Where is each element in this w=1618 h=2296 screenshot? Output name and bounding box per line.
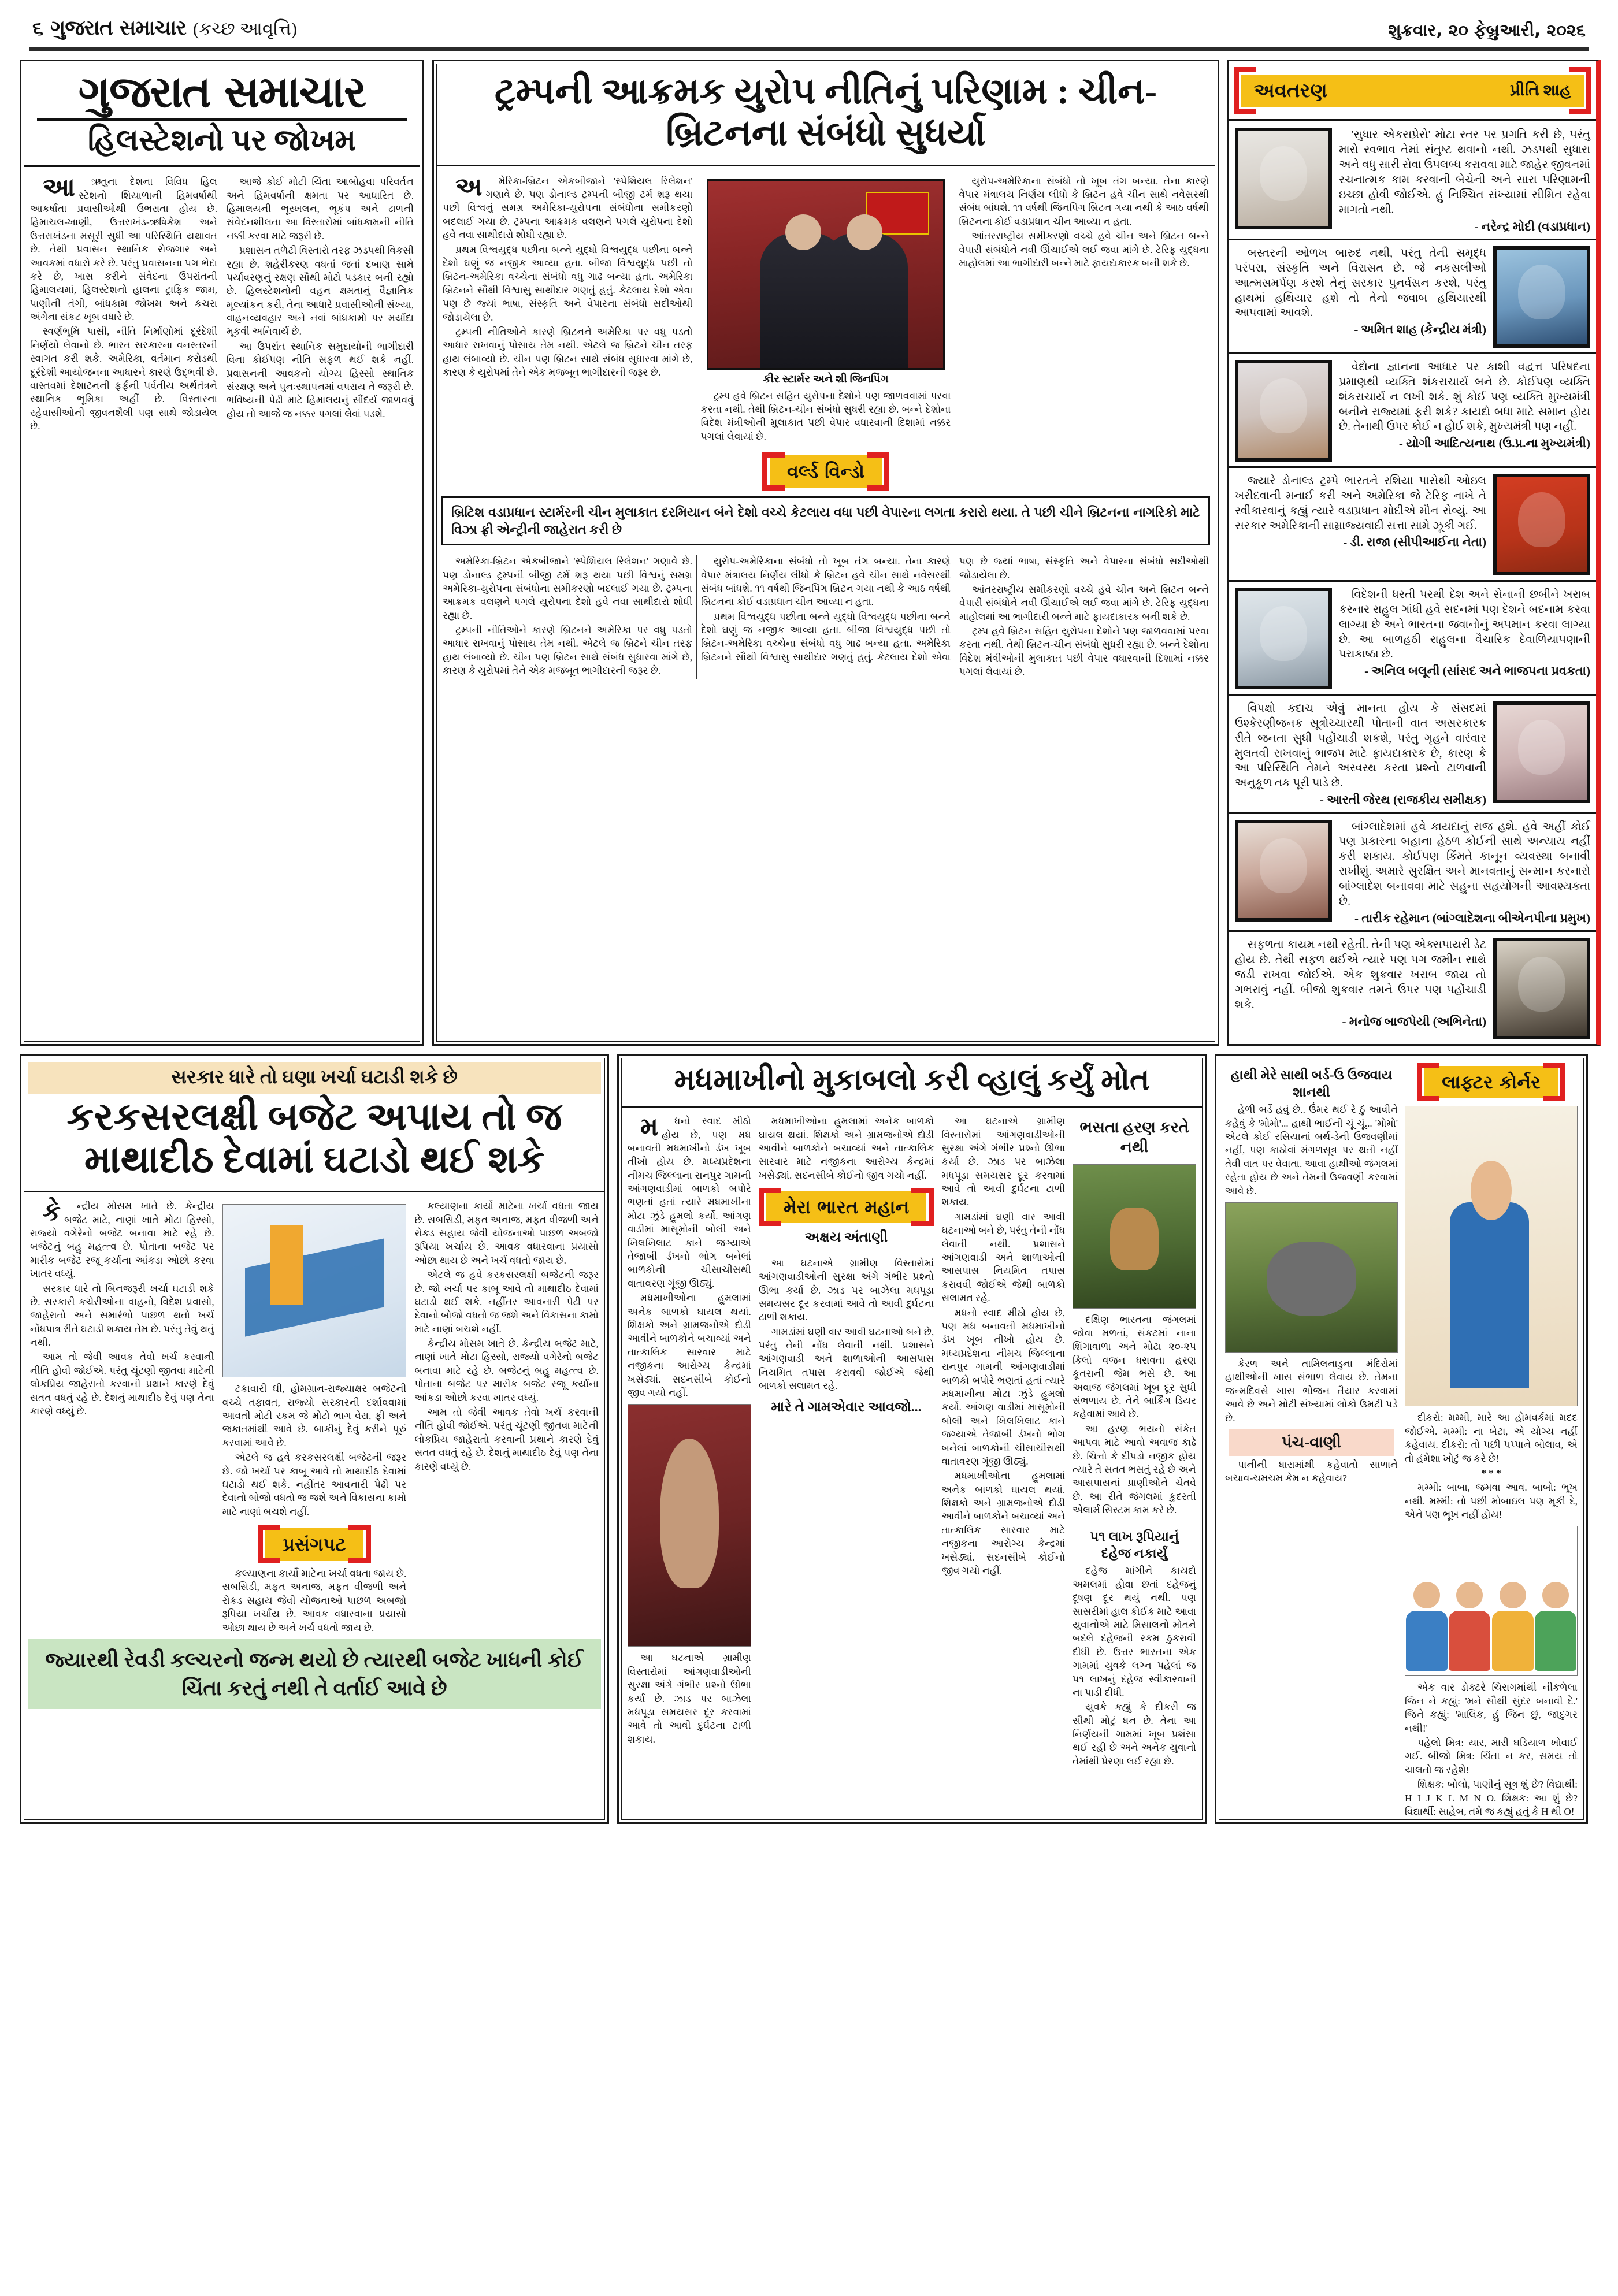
editorial-box <box>20 60 424 1046</box>
kids-illustration <box>1405 1526 1578 1676</box>
bees-story-box <box>617 1054 1207 1824</box>
budget-para: એટલે જ હવે કરકસરલક્ષી બજેટની જરૂર છે. જો ખર્ચા પર કાબૂ આવે તો માથાદીઠ દેવામાં ઘટાડો થઈ શકે. નહીંતર આવનારી પેઢી પર દેવાનો બોજો વધતો જ જશે અને વિકાસના કામો માટે નાણાં બચશે નહીં. <box>222 1452 407 1517</box>
lead-col-2 <box>701 389 951 444</box>
editorial-para: આઋતુના દેશના વિવિધ હિલ સ્ટેશનો શિયાળાની હિમવર્ષાથી આકર્ષાતા પ્રવાસીઓથી ઉભરાતા હોય છે. હિમાચલ-ખાણી, ઉત્તરાખંડ-ઋષિકેશ અને ઉત્તરાખંડના મસૂરી સુધી આ પરિસ્થિતિ યથાવત છે. તેથી પ્રવાસન સ્થાનિક રોજગાર અને આવકમાં વધારો કરે છે. પરંતુ પ્રવાસનના પગ ભેદા કરે છે, ખાસ કરીને સંવેદના ઉપરાંતની હિમાલયમાં, હિલસ્ટેશનો હાલના ટ્રાફિક જામ, પાણીની તંગી, બાંધકામ જોખમ અને કચરા અંગેના સંકટ ખૂબ વધારે છે. <box>30 173 217 323</box>
deer-headline: ભસતા હરણ કરતે નથી <box>1079 1119 1189 1156</box>
figure-right <box>821 233 908 367</box>
budget-para: આમ તો જેવી આવક તેવો ખર્ચ કરવાની નીતિ હોવી જોઈએ. પરંતુ ચૂંટણી જીતવા માટેની લોકપ્રિય જાહેરાતો કરવાની પ્રથાને કારણે દેવું સતત વધતું રહે છે. દેશનું માથાદીઠ દેવું પણ તેના કારણે વધ્યું છે. <box>414 1407 599 1472</box>
quote-item <box>1229 354 1596 468</box>
mera-bharat-wrap <box>759 1188 934 1251</box>
avataran-divider <box>1229 119 1596 121</box>
budget-story-box <box>20 1054 609 1824</box>
lead-divider <box>437 165 1215 166</box>
quote-attribution: - નરેન્દ્ર મોદી (વડાપ્રધાન) <box>1474 219 1590 233</box>
budget-divider <box>24 1191 604 1192</box>
lead-para: આંતરરાષ્ટ્રીય સમીકરણો વચ્ચે હવે ચીન અને બ્રિટન બન્ને વેપારી સંબંધોને નવી ઊંચાઈએ લઈ જવા માંગે છે. ટેરિફ યુદ્ધના માહોલમાં આ ભાગીદારી બન્ને માટે ફાયદાકારક બની શકે છે. <box>959 584 1209 622</box>
laughter-item: દીકરો: મમ્મી, મારે આ હોમવર્કમાં મદદ જોઈએ. મમ્મી: ના બેટા, એ યોગ્ય નહીં કહેવાય. દીકરો: તો પછી પપ્પાને બોલાવ, એ તો હંમેશા ખોટું જ કરે છે! <box>1405 1412 1578 1464</box>
editorial-body <box>30 175 414 433</box>
avatar <box>1493 474 1590 575</box>
lead-para: અમેરિકા-બ્રિટન એકબીજાને 'સ્પેશિયલ રિલેશન' ગણાવે છે. પણ ડોનાલ્ડ ટ્રમ્પની બીજી ટર્મ શરૂ થયા પછી વિશ્વનું સમગ્ર અમેરિકા-યુરોપના સંબંધોના સમીકરણો બદલાઈ ગયા છે. ટ્રમ્પના આક્રમક વલણને પગલે યુરોપના દેશો હવે નવા સાથીદારો શોધી રહ્યા છે. <box>443 172 693 241</box>
top-rule <box>29 47 1589 51</box>
quote-attribution: - અનિલ બલૂની (સાંસદ અને ભાજપના પ્રવકતા) <box>1364 664 1590 678</box>
bees-para: મધમાખીઓના હુમલામાં અનેક બાળકો ઘાયલ થયાં. શિક્ષકો અને ગ્રામજનોએ દોડી આવીને બાળકોને બચાવ્યાં અને તાત્કાલિક સારવાર માટે નજીકના આરોગ્ય કેન્દ્રમાં ખસેડ્યાં. સદનસીબે કોઈનો જીવ ગયો નહીં. <box>941 1470 1066 1577</box>
budget-col-2-text <box>222 1382 407 1518</box>
elephant-para: હેળી બર્ડે હવું છે.. ઉંમર થઈ રે ઠું આવીને કહેવું કે 'મોમો'... હાથી ભાઈની ચૂં ચૂં... 'મોમો' એટલે કોઈ રસિયાનાં બર્થ-ડેની ઉજવણીમાં નહીં, પણ કાઠોવાં મંગળસૂત્ર પર થતી નહીં તેવી વાત પર વેવાતા. આવા હાથીઓ જંગલમાં રહેતા હોય છે અને તેમની ઉજવણી કરવામાં આવે છે. <box>1225 1104 1398 1197</box>
budget-para: કલ્યાણના કાર્યો માટેના ખર્ચા વધતા જાય છે. સબસિડી, મફત અનાજ, મફત વીજળી અને રોકડ સહાય જેવી યોજનાઓ પાછળ અબજો રૂપિયા ખર્ચાય છે. આવક વધારવાના પ્રયાસો ઓછા થાય છે અને ખર્ચ વધતો જાય છે. <box>414 1201 599 1266</box>
quote-attribution: - ડી. રાજા (સીપીઆઈના નેતા) <box>1343 535 1486 549</box>
bees-col-3 <box>941 1114 1065 1769</box>
quote-text: વિદેશની ધરતી પરથી દેશ અને સેનાની છબીને ખરાબ કરનાર રાહુલ ગાંધી હવે સદનમાં પણ દેશને બદનામ કરવા લાગ્યા છે અને ભારતના જવાનોનું અપમાન કરવા લાગ્યા છે. આ બાળહઠી રાહુલના વૈચારિક દેવાળિયાપણાની પરાકાષ્ઠા છે. <box>1339 588 1590 661</box>
lead-photo <box>707 179 945 370</box>
masthead-rule <box>37 118 407 121</box>
laughter-label: લાફ્ટર કોર્નર <box>1424 1066 1558 1098</box>
kid-figure <box>1449 1582 1490 1671</box>
quote-item <box>1229 240 1596 354</box>
lead-photo-caption: કીર સ્ટાર્મર અને શી જિનપિંગ <box>763 373 889 385</box>
masthead <box>24 64 420 161</box>
quote-item <box>1229 696 1596 814</box>
elephant-headline: હાથી મેરે સાથી બર્ડ-ઉ ઉજવાય શાનથી <box>1230 1068 1393 1099</box>
quote-text-block <box>1235 701 1486 808</box>
kid-figure <box>1406 1582 1448 1671</box>
lead-para: પ્રથમ વિશ્વયુદ્ધ પછીના બન્ને યુદ્ધો વિશ્વયુદ્ધ પછીના બન્ને દેશો ઘણું જ નજીક આવ્યા હતા. બીજા વિશ્વયુદ્ધ પછી તો બ્રિટન-અમેરિકા વચ્ચેના સંબંધો વધુ ગાઢ બન્યા હતા. અમેરિકા બ્રિટનને સૌથી વિશ્વાસુ સાથીદાર ગણતું હતું. કેટલાય દેશો એવા પણ છે જ્યાં ભાષા, સંસ્કૃતિ અને વેપારના સંબંધો સદીઓથી જોડાયેલા છે. <box>443 244 693 323</box>
avatar <box>1235 820 1332 922</box>
laughter-item: એક વાર ડોક્ટરે ચિરાગમાંથી નીકળેલા જિન ને કહ્યું: 'મને સૌથી સુંદર બનાવી દે.' જિને કહ્યું: 'માલિક, હું જિન છું, જાદુગર નથી!' <box>1405 1682 1578 1734</box>
quote-text-block <box>1235 938 1486 1039</box>
budget-para: એટલે જ હવે કરકસરલક્ષી બજેટની જરૂર છે. જો ખર્ચા પર કાબૂ આવે તો માથાદીઠ દેવામાં ઘટાડો થઈ શકે. નહીંતર આવનારી પેઢી પર દેવાનો બોજો વધતો જ જશે અને વિકાસના કામો માટે નાણાં બચશે નહીં. <box>414 1269 599 1335</box>
quote-text-block <box>1339 588 1590 689</box>
budget-para: કેન્દ્રીય મોસમ ખાતે છે. કેન્દ્રીય બજેટ માટે, નાણાં ખાતે મોટા હિસ્સો, રાજ્યો વગેરેનો બજેટ બનાવા માટે રહે છે. બજેટનું બહુ મહત્ત્વ છે. પોતાના બજેટ પર મારીક બજેટ રજૂ કર્યાના આંકડા ઓછો કરવા ખાતર વધ્યું. <box>30 1198 214 1280</box>
lower-grid <box>20 1054 1598 1824</box>
quote-item <box>1229 582 1596 696</box>
avataran-header-wrap <box>1229 61 1596 118</box>
avatar <box>1493 938 1590 1039</box>
bees-para: મધનો સ્વાદ મીઠો હોય છે, પણ મધ બનાવતી મધમાખીનો ડંખ ખૂબ તીખો હોય છે. મધ્યપ્રદેશના નીમચ જિલ્લાના રાનપુર ગામની આંગણવાડીમાં બાળકો બપોરે ભણતાં હતાં ત્યારે મધમાખીના મોટા ઝુંડે હુમલો કર્યો. આંગણ વાડીમાં માસૂમોની બોલી અને ખિલખિલાટ કાને જગ્યાએ તેજાબી ડંખનો ભોગ બનેલાં બાળકોની ચીસાચીસથી વાતાવરણ ગૂંજી ઊઠ્યું. <box>941 1307 1066 1467</box>
world-window-label: વર્લ્ડ વિન્ડો <box>770 455 882 488</box>
quote-text: વિપક્ષો કદાચ એવું માનતા હોય કે સંસદમાં ઉશ્કેરણીજનક સૂત્રોચ્ચારથી પોતાની વાત અસરકારક રીતે જનતા સુધી પહોંચાડી શકશે, પરંતુ ગૃહને વારંવાર મુલતવી રાખવાનું ભાજપ માટે ફાયદાકારક છે, કારણ કે આ પરિસ્થિતિ તેમને અસ્વસ્થ કરતા પ્રશ્નો ટાળવાની અનુકૂળ તક પૂરી પાડે છે. <box>1235 702 1486 790</box>
budget-col-2 <box>222 1199 407 1636</box>
lead-para: ટ્રમ્પની નીતિઓને કારણે બ્રિટનને અમેરિકા પર વધુ પડતો આધાર રાખવાનું પોસાય તેમ નથી. એટલે જ બ્રિટને ચીન તરફ હાથ લંબાવ્યો છે. ચીન પણ બ્રિટન સાથે સંબંધ સુધારવા માંગે છે, કારણ કે યુરોપમાં તેને એક મજબૂત ભાગીદારની જરૂર છે. <box>443 625 692 677</box>
lead-para: ટ્રમ્પની નીતિઓને કારણે બ્રિટનને અમેરિકા પર વધુ પડતો આધાર રાખવાનું પોસાય તેમ નથી. એટલે જ બ્રિટને ચીન તરફ હાથ લંબાવ્યો છે. ચીન પણ બ્રિટન સાથે સંબંધ સુધારવા માંગે છે, કારણ કે યુરોપમાં તેને એક મજબૂત ભાગીદારની જરૂર છે. <box>443 326 693 378</box>
lead-para: યુરોપ-અમેરિકાના સંબંધો તો ખૂબ તંગ બન્યા. તેના કારણે વેપાર મંત્રાલય નિર્ણય લીધો કે બ્રિટન હવે ચીન સાથે નવેસરથી સંબંધ બાંધશે. ૧૧ વર્ષથી જિનપિંગ બ્રિટન ગયા નથી કે આઠ વર્ષથી બ્રિટનના કોઈ વડાપ્રધાન ચીન આવ્યા ન હતા. <box>959 175 1209 227</box>
prasangpat-wrap <box>222 1525 407 1563</box>
quote-text: બસ્તરની ઓળખ બારુદ નથી, પરંતુ તેની સમૃદ્ધ પરંપરા, સંસ્કૃતિ અને વિરાસત છે. જે નકસલીઓ આત્મસમર્પણ કરશે તેનું સરકાર પુનર્વસન કરશે, પરંતુ હાથમાં હથિયાર હશે તો તેનો જવાબ હથિયારથી આપવામાં આવશે. <box>1235 247 1486 319</box>
elephant-photo <box>1225 1202 1398 1353</box>
lead-lower-body <box>443 555 1209 679</box>
laughter-sep: * * * <box>1481 1467 1501 1478</box>
laughter-wrap <box>1405 1063 1578 1101</box>
deer-body <box>1073 1313 1196 1517</box>
mera-bharat-label: મેરા ભારત મહાન <box>766 1191 926 1223</box>
budget-para: કેન્દ્રીય મોસમ ખાતે છે. કેન્દ્રીય બજેટ માટે, નાણાં ખાતે મોટા હિસ્સો, રાજ્યો વગેરેનો બજેટ બનાવા માટે રહે છે. બજેટનું બહુ મહત્ત્વ છે. પોતાના બજેટ પર મારીક બજેટ રજૂ કર્યાના આંકડા ઓછો કરવા ખાતર વધ્યું. <box>414 1338 599 1403</box>
lead-pullquote: બ્રિટિશ વડાપ્રધાન સ્ટાર્મરની ચીન મુલાકાત દરમિયાન બંને દેશો વચ્ચે કેટલાય વધા પછી વેપારના લગતા કરારો થયા. તે પછી ચીને બ્રિટનના નાગરિકો માટે વિઝા ફ્રી એન્ટ્રીની જાહેરાત કરી છે <box>441 496 1210 545</box>
bees-col-4 <box>1073 1114 1196 1769</box>
laughter-box <box>1215 1054 1588 1824</box>
quote-text: વેદોના જ્ઞાનના આધાર પર કાશી વદ્વત્ત પરિષદના પ્રમાણથી વ્યક્તિ શંકરાચાર્ય બને છે. કોઈપણ વ્યક્તિ શંકરાચાર્ય ન લખી શકે. શું કોઈ પણ વ્યક્તિ મુખ્યમંત્રી બનીને રાજ્યમાં ફરી શકે? કાયદો બધા માટે સમાન હોય છે. તેનાથી ઉપર કોઈ ન હોઈ શકે, મુખ્યમંત્રી પણ નહીં. <box>1339 361 1590 433</box>
main-grid <box>20 60 1598 1046</box>
masthead-subtitle: હિલસ્ટેશનો પર જોખમ <box>87 124 357 157</box>
editorial-para: આ ઉપરાંત સ્થાનિક સમુદાયોની ભાગીદારી વિના કોઈપણ નીતિ સફળ થઈ શકે નહીં. પ્રવાસનની આવકનો યોગ્ય હિસ્સો સ્થાનિક સંરક્ષણ અને પુનઃસ્થાપનમાં વપરાય તે જરૂરી છે. ભવિષ્યની પેઢી માટે હિમાલયનું સૌંદર્ય જાળવવું હોય તો આજે જ નક્કર પગલાં લેવાં પડશે. <box>227 340 414 419</box>
lead-photo-col <box>701 174 951 445</box>
lead-story-box <box>432 60 1219 1046</box>
budget-para: સરકાર ધારે તો બિનજરૂરી ખર્ચા ઘટાડી શકે છે. સરકારી કચેરીઓના વાહનો, વિદેશ પ્રવાસો, જાહેરાતો અને સમારંભો પાછળ થતો ખર્ચ નોંધપાત્ર રીતે ઘટાડી શકાય તેમ છે. પરંતુ તેવું થતું નથી. <box>30 1283 214 1348</box>
prasangpat-bracket <box>258 1525 370 1563</box>
quote-attribution: - અમિત શાહ (કેન્દ્રીય મંત્રી) <box>1354 322 1486 337</box>
quote-text: બાંગ્લાદેશમાં હવે કાયદાનું રાજ હશે. હવે અહીં કોઈ પણ પ્રકારના બહાના હેઠળ કોઈની સાથે અન્યાય નહીં કરી શકાય. કોઈપણ કિંમતે કાનૂન વ્યવસ્થા બનાવી રાખીશું. અમારે સુરક્ષિત અને માનવતાનું સન્માન કરનારો બાંગ્લાદેશ બનાવવા માટે સહુના સહયોગની આવશ્યકતા છે. <box>1339 820 1590 908</box>
avataran-box <box>1227 60 1601 1046</box>
cartoon-head <box>1471 1161 1512 1221</box>
bees-divider <box>622 1106 1202 1108</box>
elephant-para: કેરળ અને તામિલનાડુના મંદિરોમાં હાથીઓની ખાસ સંભાળ લેવાય છે. તેમના જન્મદિવસે ખાસ ભોજન તૈયાર કરવામાં આવે છે અને મોટી સંખ્યામાં લોકો ઉમટી પડે છે. <box>1225 1358 1398 1424</box>
lead-para: ટ્રમ્પ હવે બ્રિટન સહિત યુરોપના દેશોને પણ જાળવવામાં પરવા કરતા નથી. તેથી બ્રિટન-ચીન સંબંધો સુધરી રહ્યા છે. બન્ને દેશોના વિદેશ મંત્રીઓની મુલાકાત પછી વેપાર વધારવાની દિશામાં નક્કર પગલાં લેવાયાં છે. <box>700 390 951 442</box>
lead-col-1 <box>443 174 693 445</box>
bees-para: ગામડાંમાં ઘણી વાર આવી ઘટનાઓ બને છે, પરંતુ તેની નોંધ લેવાતી નથી. પ્રશાસને આંગણવાડી અને શાળાઓની આસપાસ નિયમિત તપાસ કરાવવી જોઈએ જેથી બાળકો સલામત રહે. <box>941 1211 1066 1304</box>
quote-text-block <box>1235 246 1486 348</box>
lead-para: યુરોપ-અમેરિકાના સંબંધો તો ખૂબ તંગ બન્યા. તેના કારણે વેપાર મંત્રાલય નિર્ણય લીધો કે બ્રિટન હવે ચીન સાથે નવેસરથી સંબંધ બાંધશે. ૧૧ વર્ષથી જિનપિંગ બ્રિટન ગયા નથી કે આઠ વર્ષથી બ્રિટનના કોઈ વડાપ્રધાન ચીન આવ્યા ન હતા. <box>701 556 951 608</box>
bees-para: મધનો સ્વાદ મીઠો હોય છે, પણ મધ બનાવતી મધમાખીનો ડંખ ખૂબ તીખો હોય છે. મધ્યપ્રદેશના નીમચ જિલ્લાના રાનપુર ગામની આંગણવાડીમાં બાળકો બપોરે ભણતાં હતાં ત્યારે મધમાખીના મોટા ઝુંડે હુમલો કર્યો. આંગણ વાડીમાં માસૂમોની બોલી અને ખિલખિલાટ કાને જગ્યાએ તેજાબી ડંખનો ભોગ બનેલાં બાળકોની ચીસાચીસથી વાતાવરણ ગૂંજી ઊઠ્યું. <box>628 1113 751 1289</box>
lead-headline: ટ્રમ્પની આક્રમક યુરોપ નીતિનું પરિણામ : ચીન-બ્રિટનના સંબંધો સુધર્યા <box>494 71 1157 153</box>
budget-illustration <box>222 1204 407 1377</box>
quote-text-block <box>1339 820 1590 926</box>
edition-label: (કચ્છ આવૃત્તિ) <box>192 18 298 39</box>
page-folio: ૬ <box>32 18 44 39</box>
quote-item <box>1229 932 1596 1044</box>
kid-figure <box>1492 1582 1534 1671</box>
head-right <box>847 214 882 250</box>
bees-photo <box>628 1404 751 1647</box>
world-window-bracket <box>762 452 889 491</box>
laughter-item: મમ્મી: બાબા, જમવા આવ. બાબો: ભૂખ નથી. મમ્મી: તો પછી મોબાઇલ પણ મૂકી દે, એને પણ ભૂખ નહીં હોય! <box>1405 1482 1578 1521</box>
budget-para: આમ તો જેવી આવક તેવો ખર્ચ કરવાની નીતિ હોવી જોઈએ. પરંતુ ચૂંટણી જીતવા માટેની લોકપ્રિય જાહેરાતો કરવાની પ્રથાને કારણે દેવું સતત વધતું રહે છે. દેશનું માથાદીઠ દેવું પણ તેના કારણે વધ્યું છે. <box>30 1351 214 1417</box>
laughter-col <box>1405 1063 1578 1819</box>
editorial-para: આજે કોઈ મોટી ચિંતા આબોહવા પરિવર્તન અને હિમવર્ષાની ક્ષમતા પર આધારિત છે. હિમાલયની ભૂસ્ખલન, ભૂકંપ અને ઢાળની સંવેદનશીલતા આ વિસ્તારોમાં બાંધકામની નીતિ નક્કી કરવા માટે જરૂરી છે. <box>227 176 414 242</box>
quote-item <box>1229 468 1596 582</box>
page-topbar <box>20 16 1598 44</box>
quote-text: સફળતા કાયમ નથી રહેતી. તેની પણ એક્સપાયરી ડેટ હોય છે. તેથી સફળ થઈએ ત્યારે પણ પગ જમીન સાથે જડી રાખવા જોઈએ. એક શુક્રવાર ખરાબ જાય તો ગભરાવું નહીં. બીજો શુક્રવાર તમને ઉપર પણ પહોંચાડી શકે. <box>1235 939 1486 1012</box>
quote-attribution: - મનોજ બાજપેયી (અભિનેતા) <box>1342 1014 1486 1028</box>
elephant-col <box>1225 1063 1398 1819</box>
avataran-label: અવતરણ <box>1254 79 1327 102</box>
prasangpat-label: પ્રસંગપટ <box>265 1528 363 1561</box>
budget-col-3 <box>414 1199 599 1636</box>
rupee-body <box>1073 1564 1196 1768</box>
bees-col-1 <box>628 1114 751 1769</box>
mera-bharat-author: અક્ષય અંતાણી <box>804 1230 888 1246</box>
masthead-title: ગુજરાત સમાચાર <box>78 66 366 117</box>
lead-para: અમેરિકા-બ્રિટન એકબીજાને 'સ્પેશિયલ રિલેશન' ગણાવે છે. પણ ડોનાલ્ડ ટ્રમ્પની બીજી ટર્મ શરૂ થયા પછી વિશ્વનું સમગ્ર અમેરિકા-યુરોપના સંબંધોના સમીકરણો બદલાઈ ગયા છે. ટ્રમ્પના આક્રમક વલણને પગલે યુરોપના દેશો હવે નવા સાથીદારો શોધી રહ્યા છે. <box>443 556 692 621</box>
quote-item <box>1229 122 1596 240</box>
world-window-wrap <box>437 452 1215 491</box>
laughter-bracket <box>1417 1063 1565 1101</box>
avatar <box>1493 246 1590 348</box>
elephant-body-2 <box>1225 1357 1398 1425</box>
laughter-item: પહેલો મિત્ર: યાર, મારી ઘડિયાળ ખોવાઈ ગઈ. બીજો મિત્ર: ચિંતા ન કર, સમય તો ચાલતો જ રહેશે! <box>1405 1737 1578 1775</box>
lead-para: આંતરરાષ્ટ્રીય સમીકરણો વચ્ચે હવે ચીન અને બ્રિટન બન્ને વેપારી સંબંધોને નવી ઊંચાઈએ લઈ જવા માંગે છે. ટેરિફ યુદ્ધના માહોલમાં આ ભાગીદારી બન્ને માટે ફાયદાકારક બની શકે છે. <box>959 231 1209 269</box>
quote-text-block <box>1235 474 1486 575</box>
bees-para: ગામડાંમાં ઘણી વાર આવી ઘટનાઓ બને છે, પરંતુ તેની નોંધ લેવાતી નથી. પ્રશાસને આંગણવાડી અને શાળાઓની આસપાસ નિયમિત તપાસ કરાવવી જોઈએ જેથી બાળકો સલામત રહે. <box>758 1326 934 1392</box>
rupee-para: દહેજ માંગીને કાયદો અમલમાં હોવા છતાં દહેજનું દૂષણ દૂર થયું નથી. પણ સાસરીમાં હાલ કોઈક માટે આવા યુવાનોએ માટે મિસાલનો મોતને બદલે દહેજની રકમ ઠુકરાવી દીધી છે. ઉત્તર ભારતના એક ગામમાં યુવકે લગ્ન પહેલાં જ ૫૧ લાખનું દહેજ સ્વીકારવાની ના પાડી દીધી. <box>1073 1565 1196 1698</box>
panch-body <box>1225 1458 1398 1485</box>
quote-text-block <box>1339 360 1590 462</box>
quote-text: જ્યારે ડોનાલ્ડ ટ્રમ્પે ભારતને રશિયા પાસેથી ઓઇલ ખરીદવાની મનાઈ કરી અને અમેરિકા જે ટેરિફ નાખે તે સ્વીકારવાનું કહ્યું ત્યારે વડાપ્રધાન મોદીએ મૌન સેવ્યું. આ સરકાર અમેરિકાની સામ્રાજ્યવાદી સત્તા સામે ઝૂકી ગઈ. <box>1235 474 1486 532</box>
elephant-body <box>1225 1103 1398 1198</box>
deer-para: દક્ષિણ ભારતના જંગલમાં જોવા મળતાં, સંકટમાં નાના શિંગાવાળા અને મોટા ૨૦-૨૫ કિલો વજન ધરાવતા હરણ કૂતરાની જેમ ભસે છે. આ અવાજ જંગલમાં ખૂબ દૂર સુધી સંભળાય છે. તેને બાર્કિંગ ડિયર કહેવામાં આવે છે. <box>1073 1314 1196 1420</box>
editorial-para: સ્વર્ણભૂમિ પાસી, નીતિ નિર્માણોમાં દૂરંદેશી નિર્ણયો લેવાનો છે. ભારત સરકારના વનસ્તરની સ્વાગત કરી શકે. અમેરિકા, વર્તમાન કરોડથી દૂરંદેશી આયોજનના આધારને કારણે ઉદ્ભવી છે. વાસ્તવમાં દેશાટનની ફર્ફની પર્વતીય અર્થતંત્રને સ્થાનિક ભૂમિકા અહીં છે. વિસ્તારના રહેવાસીઓની જીવનશૈલી પણ સાથે જોડાયેલ છે. <box>30 326 217 432</box>
avatar <box>1235 360 1332 462</box>
publication-date: શુક્રવાર, ૨૦ ફેબ્રુઆરી, ૨૦૨૬ <box>1388 20 1586 40</box>
budget-col-1 <box>30 1199 214 1636</box>
bees-para: આ ઘટનાએ ગ્રામીણ વિસ્તારોમાં આંગણવાડીઓની સુરક્ષા અંગે ગંભીર પ્રશ્નો ઊભા કર્યા છે. ઝાડ પર બાઝેલા મધપૂડા સમયસર દૂર કરવામાં આવે તો આવી દુર્ઘટના ટાળી શકાય. <box>941 1116 1066 1208</box>
quote-attribution: - યોગી આદિત્યનાથ (ઉ.પ્ર.ના મુખ્યમંત્રી) <box>1398 436 1590 451</box>
avataran-header <box>1241 75 1584 107</box>
avatar <box>1235 588 1332 689</box>
laughter-body-2 <box>1405 1681 1578 1818</box>
bees-headline: મધમાખીનો મુકાબલો કરી વ્હાલું કર્યું મોત <box>674 1064 1150 1097</box>
paper-name-small: ગુજરાત સમાચાર <box>50 16 186 40</box>
kid-figure <box>1535 1582 1576 1671</box>
rupee-para: યુવકે કહ્યું કે દીકરી જ સૌથી મોટું ધન છે. તેના આ નિર્ણયની ગામમાં ખૂબ પ્રશંસા થઈ રહી છે અને અનેક યુવાનો તેમાંથી પ્રેરણા લઈ રહ્યા છે. <box>1073 1701 1196 1767</box>
avataran-bracket <box>1234 67 1591 114</box>
laughter-cartoon <box>1405 1106 1578 1406</box>
bees-para: મધમાખીઓના હુમલામાં અનેક બાળકો ઘાયલ થયાં. શિક્ષકો અને ગ્રામજનોએ દોડી આવીને બાળકોને બચાવ્યાં અને તાત્કાલિક સારવાર માટે નજીકના આરોગ્ય કેન્દ્રમાં ખસેડ્યાં. સદનસીબે કોઈનો જીવ ગયો નહીં. <box>628 1292 751 1398</box>
laughter-item: શિક્ષક: બોલો, પાણીનું સૂત્ર શું છે? વિદ્યાર્થી: H I J K L M N O. શિક્ષક: આ શું છે? વિદ્યાર્થી: સાહેબ, તમે જ કહ્યું હતું કે H થી O! <box>1405 1779 1578 1817</box>
quote-text-block <box>1339 128 1590 234</box>
editorial-divider <box>24 165 420 167</box>
laughter-body <box>1405 1411 1578 1521</box>
rupee-headline: ૫૧ લાખ રૂપિયાનું દહેજ નકાર્યું <box>1090 1529 1179 1561</box>
bees-endnote: મારે તે ગામએવાર આવજો... <box>771 1399 922 1415</box>
quote-attribution: - તારીક રહેમાન (બાંગ્લાદેશના બીએનપીના પ્રમુખ) <box>1354 911 1590 926</box>
bees-para: આ ઘટનાએ ગ્રામીણ વિસ્તારોમાં આંગણવાડીઓની સુરક્ષા અંગે ગંભીર પ્રશ્નો ઊભા કર્યા છે. ઝાડ પર બાઝેલા મધપૂડા સમયસર દૂર કરવામાં આવે તો આવી દુર્ઘટના ટાળી શકાય. <box>758 1257 934 1323</box>
avatar <box>1493 701 1590 803</box>
deer-photo <box>1073 1164 1196 1309</box>
bees-para: આ ઘટનાએ ગ્રામીણ વિસ્તારોમાં આંગણવાડીઓની સુરક્ષા અંગે ગંભીર પ્રશ્નો ઊભા કર્યા છે. ઝાડ પર બાઝેલા મધપૂડા સમયસર દૂર કરવામાં આવે તો આવી દુર્ઘટના ટાળી શકાય. <box>628 1652 751 1745</box>
budget-kicker: સરકાર ધારે તો ઘણા ખર્ચા ઘટાડી શકે છે <box>28 1062 601 1094</box>
lead-col-3 <box>959 174 1209 445</box>
panch-label: પંચ-વાણી <box>1229 1429 1394 1456</box>
editorial-para: પ્રશાસન તળેટી વિસ્તારો તરફ ઝડપથી વિકસી રહ્યા છે. શહેરીકરણ વધતાં જતાં દબાણ સામે પર્યાવરણનું રક્ષણ સૌથી મોટો પડકાર બની રહ્યો છે. હિલસ્ટેશનોની વહન ક્ષમતાનું વૈજ્ઞાનિક મૂલ્યાંકન કરી, તેના આધારે પ્રવાસીઓની સંખ્યા, વાહનવ્યવહાર અને નવાં બાંધકામો પર મર્યાદા મૂકવી અનિવાર્ય છે. <box>227 245 414 337</box>
avatar <box>1235 128 1332 229</box>
quote-text: 'સુધાર એકસપ્રેસે' મોટા સ્તર પર પ્રગતિ કરી છે, પરંતુ મારો સ્વભાવ તેમાં સંતુષ્ટ થવાનો નથી. ઝડપથી સુધારા અને વધુ સારી સેવા ઉપલબ્ધ કરાવવા માટે જાહેર જીવનમાં રચનાત્મક કામ કરવાની બેચેની અને સારા પરિણામની ઇચ્છા હોવી જોઈએ. હું નિશ્ચિત સંખ્યામાં સીમિત રહેવા માગતો નથી. <box>1339 129 1590 216</box>
quote-attribution: - આરતી જેરથ (રાજકીય સમીક્ષક) <box>1319 793 1486 807</box>
avataran-author: પ્રીતિ શાહ <box>1509 81 1571 99</box>
budget-headline: કરકસરલક્ષી બજેટ અપાય તો જ માથાદીઠ દેવામાં ઘટાડો થઈ શકે <box>66 1096 562 1182</box>
panch-line: પાનીની ધારામાંથી કહેવાતો સાળાને બચાવ-ચમચમ કેમ ન કહેવાય? <box>1225 1459 1398 1484</box>
budget-col-2-text-2 <box>222 1567 407 1634</box>
quote-item <box>1229 814 1596 932</box>
topbar-left <box>32 16 297 40</box>
cartoon-body <box>1450 1202 1529 1388</box>
budget-para: ટકાવારી ઘી, હોમગ્રાન-રાજ્યાક્ષર બજેટની વચ્ચે તફાવત, રાજ્યો સરકારની દર્શાવવામાં આવતી મોટી રકમ જે મોટો ભાગ વેરા, ફી અને જકાતમાંથી આવે છે. બાકીનું દેવું કરીને પૂરું કરવામાં આવે છે. <box>222 1383 407 1448</box>
bees-col-2 <box>759 1114 934 1769</box>
mera-bharat-bracket <box>759 1188 934 1226</box>
lead-para: પ્રથમ વિશ્વયુદ્ધ પછીના બન્ને યુદ્ધો વિશ્વયુદ્ધ પછીના બન્ને દેશો ઘણું જ નજીક આવ્યા હતા. બીજા વિશ્વયુદ્ધ પછી તો બ્રિટન-અમેરિકા વચ્ચેના સંબંધો વધુ ગાઢ બન્યા હતા. અમેરિકા બ્રિટનને સૌથી વિશ્વાસુ સાથીદાર ગણતું હતું. કેટલાય દેશો એવા પણ છે જ્યાં ભાષા, સંસ્કૃતિ અને વેપારના સંબંધો સદીઓથી જોડાયેલા છે. <box>701 556 1209 663</box>
budget-footer-banner: જ્યારથી રેવડી કલ્ચરનો જન્મ થયો છે ત્યારથી બજેટ ખાધની કોઈ ચિંતા કરતું નથી તે વર્તાઈ આવે છે <box>28 1639 601 1709</box>
deer-para: આ હરણ ભયનો સંકેત આપવા માટે આવો અવાજ કાઢે છે. ચિત્તો કે દીપડો નજીક હોય ત્યારે તે સતત ભસતું રહે છે અને આસપાસનાં પ્રાણીઓને ચેતવે છે. આ રીતે જંગલમાં કુદરતી એલાર્મ સિસ્ટમ કામ કરે છે. <box>1073 1423 1196 1516</box>
lead-para: ટ્રમ્પ હવે બ્રિટન સહિત યુરોપના દેશોને પણ જાળવવામાં પરવા કરતા નથી. તેથી બ્રિટન-ચીન સંબંધો સુધરી રહ્યા છે. બન્ને દેશોના વિદેશ મંત્રીઓની મુલાકાત પછી વેપાર વધારવાની દિશામાં નક્કર પગલાં લેવાયાં છે. <box>959 626 1209 678</box>
bees-para: મધમાખીઓના હુમલામાં અનેક બાળકો ઘાયલ થયાં. શિક્ષકો અને ગ્રામજનોએ દોડી આવીને બાળકોને બચાવ્યાં અને તાત્કાલિક સારવાર માટે નજીકના આરોગ્ય કેન્દ્રમાં ખસેડ્યાં. સદનસીબે કોઈનો જીવ ગયો નહીં. <box>758 1116 934 1181</box>
budget-para: કલ્યાણના કાર્યો માટેના ખર્ચા વધતા જાય છે. સબસિડી, મફત અનાજ, મફત વીજળી અને રોકડ સહાય જેવી યોજનાઓ પાછળ અબજો રૂપિયા ખર્ચાય છે. આવક વધારવાના પ્રયાસો ઓછા થાય છે અને ખર્ચ વધતો જાય છે. <box>222 1568 407 1633</box>
